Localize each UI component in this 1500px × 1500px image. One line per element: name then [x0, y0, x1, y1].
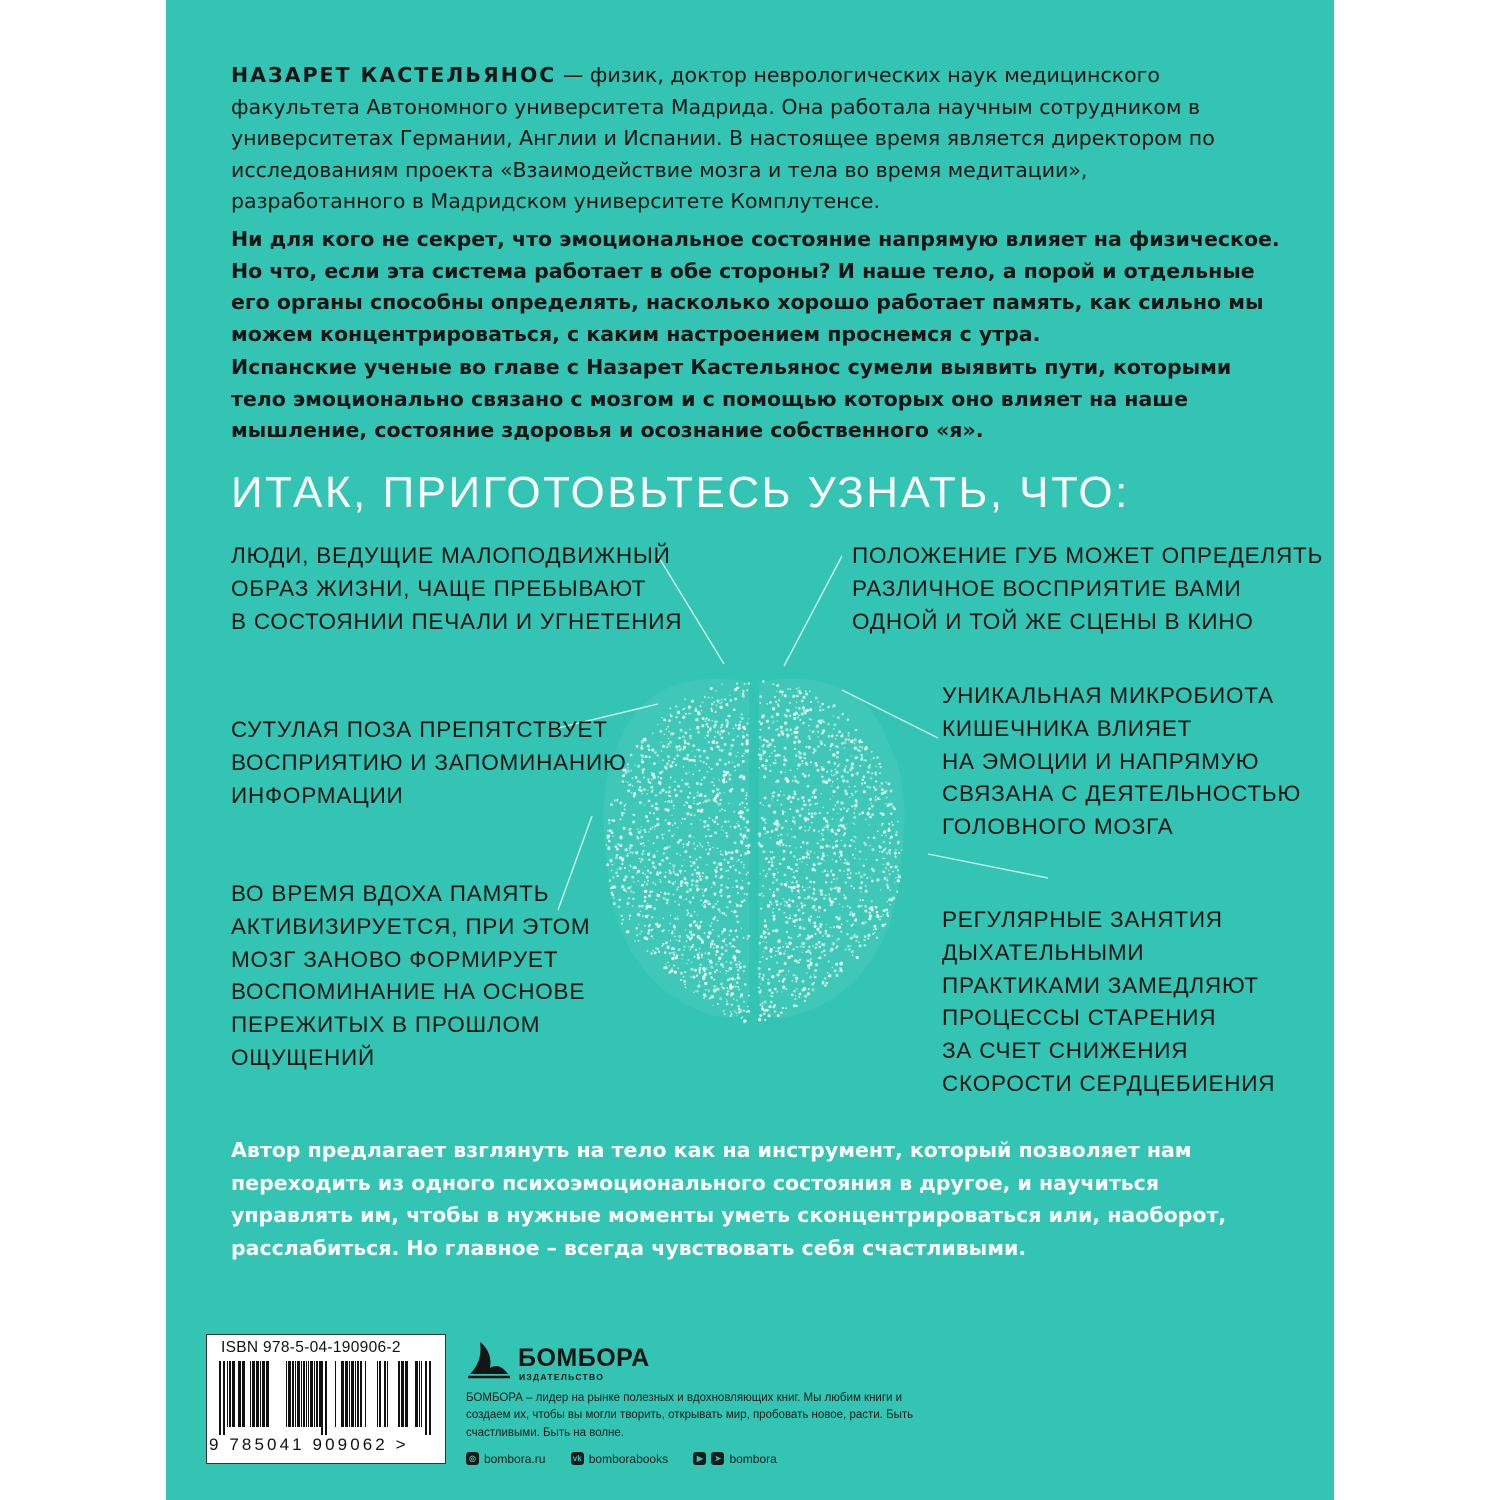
- fact-5: ВО ВРЕМЯ ВДОХА ПАМЯТЬ АКТИВИЗИРУЕТСЯ, ПРИ ЭТОМ МОЗГ ЗАНОВО ФОРМИРУЕТ ВОСПОМИНАНИЕ НА ОСНОВЕ ПЕРЕЖИТЫХ В ПРОШЛОМ ОЩУЩЕНИЙ: [231, 881, 591, 1070]
- vk-icon: vk: [571, 1452, 584, 1465]
- outro-paragraph: Автор предлагает взглянуть на тело как на инструмент, который позволяет нам переходить из одного психоэмоционального состояния в другое, и научиться управлять им, чтобы в нужные моменты уметь сконцентрироваться или, наоборот, расслабиться. Но главное – всегда чувствовать себя счастливыми.: [231, 1138, 1227, 1260]
- social-site[interactable]: [466, 1452, 545, 1466]
- barcode: [219, 1361, 433, 1435]
- social-yt-label: bombora: [729, 1451, 777, 1466]
- intro-paragraph-2: Испанские ученые во главе с Назарет Кастельянос сумели выявить пути, которыми тело эмоционально связано с мозгом и с помощью которых оно влияет на наше мышление, состояние здоровья и осознание собственного «я».: [231, 355, 1232, 442]
- social-site-label: bombora.ru: [484, 1451, 546, 1466]
- telegram-icon: ➤: [711, 1452, 724, 1465]
- youtube-icon: ▶: [693, 1452, 706, 1465]
- fact-4: УНИКАЛЬНАЯ МИКРОБИОТА КИШЕЧНИКА ВЛИЯЕТ НА ЭМОЦИИ И НАПРЯМУЮ СВЯЗАНА С ДЕЯТЕЛЬНОСТЬЮ ГОЛОВНОГО МОЗГА: [942, 683, 1302, 840]
- author-name: НАЗАРЕТ КАСТЕЛЬЯНОС: [231, 63, 557, 87]
- ean-digits: 9 785041 909062 >: [209, 1435, 409, 1454]
- publisher-socials: [466, 1450, 799, 1466]
- instagram-icon: ◎: [466, 1452, 479, 1465]
- author-bio-text: — физик, доктор неврологических наук медицинского факультета Автономного университета Мадрида. Она работала научным сотрудником в университетах Германии, Англии и Испании. В настоящее время является директором по исследованиям проекта «Взаимодействие мозга и тела во время медитации», разработанного в Мадридском университете Комплутенсе.: [231, 63, 1215, 213]
- fact-6: РЕГУЛЯРНЫЕ ЗАНЯТИЯ ДЫХАТЕЛЬНЫМИ ПРАКТИКАМИ ЗАМЕДЛЯЮТ ПРОЦЕССЫ СТАРЕНИЯ ЗА СЧЕТ СНИЖЕНИЯ СКОРОСТИ СЕРДЦЕБИЕНИЯ: [942, 907, 1276, 1096]
- intro-paragraph-1: Ни для кого не секрет, что эмоциональное состояние напрямую влияет на физическое. Но что, если эта система работает в обе стороны? И наше тело, а порой и отдельные его органы способны определять, насколько хорошо работает память, как сильно мы можем концентрироваться, с каким настроением проснемся с утра.: [231, 227, 1280, 346]
- social-youtube-telegram[interactable]: [693, 1452, 776, 1466]
- publisher-logo-icon: [466, 1336, 512, 1380]
- fact-1: ЛЮДИ, ВЕДУЩИЕ МАЛОПОДВИЖНЫЙ ОБРАЗ ЖИЗНИ, ЧАЩЕ ПРЕБЫВАЮТ В СОСТОЯНИИ ПЕЧАЛИ И УГНЕТЕНИЯ: [231, 543, 683, 634]
- barcode-box: [206, 1334, 446, 1464]
- isbn-label: ISBN 978-5-04-190906-2: [221, 1339, 401, 1356]
- social-vk-label: bomborabooks: [588, 1451, 669, 1466]
- headline: ИТАК, ПРИГОТОВЬТЕСЬ УЗНАТЬ, ЧТО:: [231, 468, 1130, 517]
- publisher-name: БОМБОРА: [518, 1344, 650, 1372]
- author-bio: [231, 60, 1241, 218]
- publisher-tagline: БОМБОРА – лидер на рынке полезных и вдохновляющих книг. Мы любим книги и создаем их, чтобы вы могли творить, открывать мир, пробовать новое, расти. Быть счастливыми. Быть на волне.: [466, 1392, 914, 1439]
- fact-2: ПОЛОЖЕНИЕ ГУБ МОЖЕТ ОПРЕДЕЛЯТЬ РАЗЛИЧНОЕ ВОСПРИЯТИЕ ВАМИ ОДНОЙ И ТОЙ ЖЕ СЦЕНЫ В КИНО: [852, 543, 1324, 634]
- publisher-subtitle: ИЗДАТЕЛЬСТВО: [519, 1372, 605, 1382]
- social-vk[interactable]: [571, 1452, 668, 1466]
- back-cover: [166, 0, 1334, 1500]
- fact-3: СУТУЛАЯ ПОЗА ПРЕПЯТСТВУЕТ ВОСПРИЯТИЮ И ЗАПОМИНАНИЮ ИНФОРМАЦИИ: [231, 717, 627, 808]
